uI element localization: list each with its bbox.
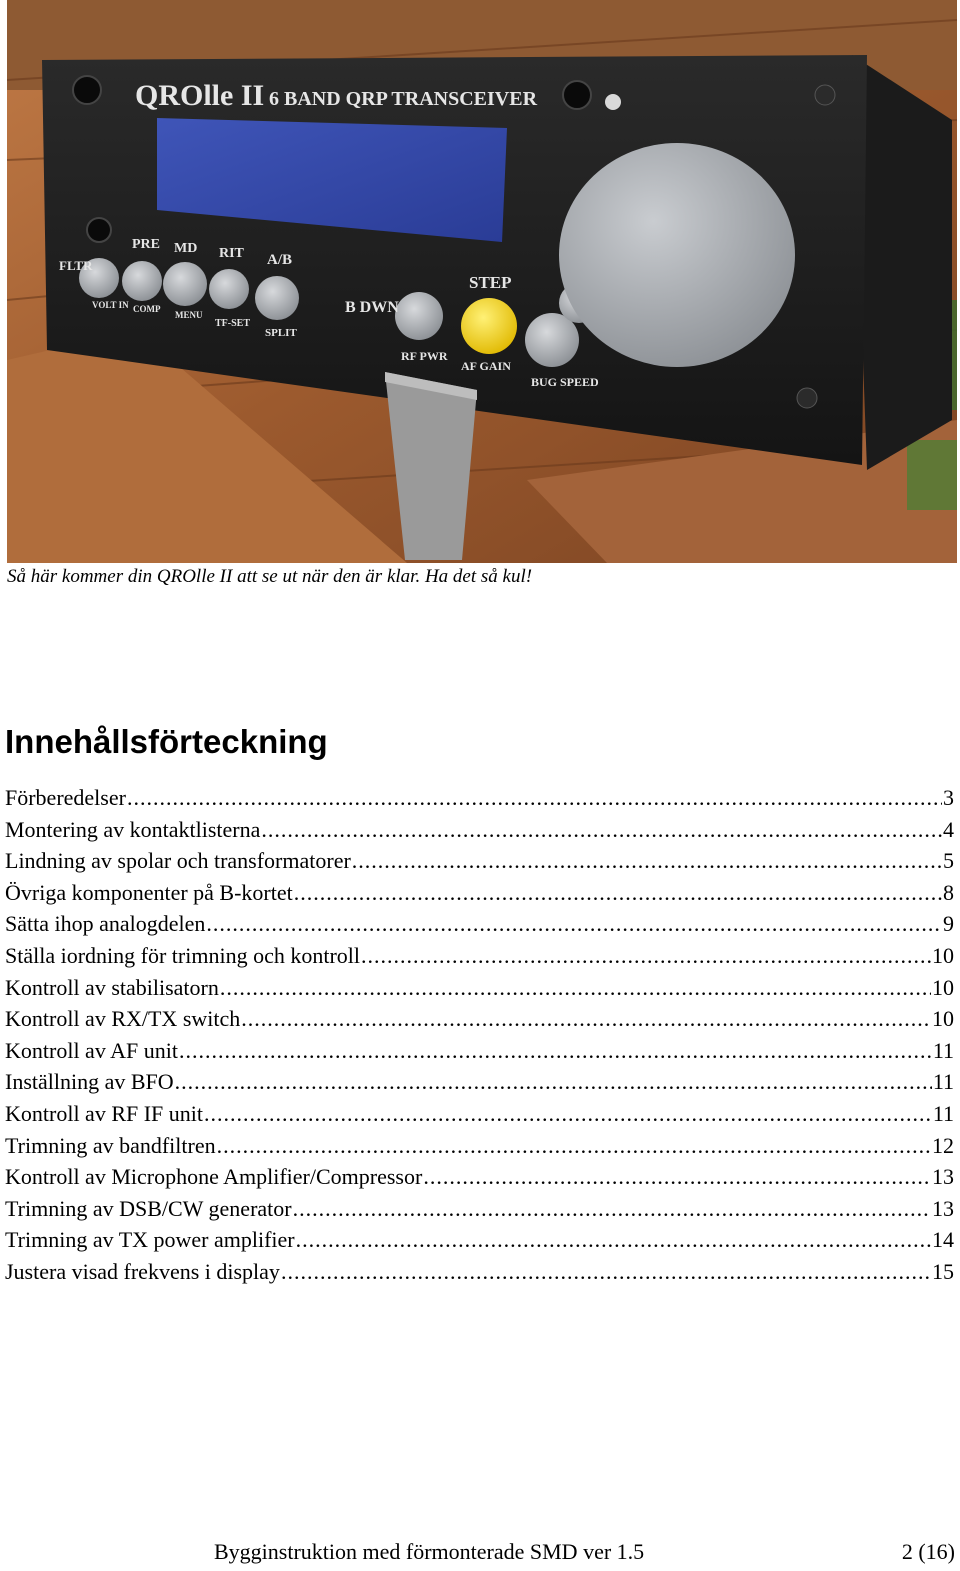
- label-volt-in: VOLT IN: [92, 300, 129, 310]
- toc-entry[interactable]: [5, 782, 954, 814]
- toc-entry-page: 10: [932, 974, 954, 1000]
- toc-dot-leader: [127, 782, 942, 814]
- label-menu: MENU: [175, 310, 203, 320]
- toc-entry-page: 13: [932, 1195, 954, 1221]
- label-rf-pwr: RF PWR: [401, 349, 448, 363]
- toc-dot-leader: [361, 940, 931, 972]
- toc-entry[interactable]: [5, 1035, 954, 1067]
- toc-entry[interactable]: [5, 814, 954, 846]
- toc-entry-page: 9: [943, 911, 954, 937]
- toc-entry-page: 14: [932, 1227, 954, 1253]
- toc-entry-title: Trimning av TX power amplifier: [5, 1227, 295, 1253]
- toc-entry-page: 5: [943, 848, 954, 874]
- toc-entry[interactable]: [5, 972, 954, 1004]
- toc-entry-title: Kontroll av stabilisatorn: [5, 974, 219, 1000]
- toc-dot-leader: [423, 1161, 931, 1193]
- toc-entry-title: Kontroll av Microphone Amplifier/Compressor: [5, 1164, 423, 1190]
- toc-entry[interactable]: [5, 1130, 954, 1162]
- toc-entry-title: Kontroll av RX/TX switch: [5, 1006, 241, 1032]
- toc-entry-title: Kontroll av AF unit: [5, 1037, 178, 1063]
- toc-dot-leader: [261, 814, 942, 846]
- toc-dot-leader: [175, 1066, 932, 1098]
- toc-entry-page: 3: [943, 785, 954, 810]
- toc-entry-title: Inställning av BFO: [5, 1069, 174, 1095]
- label-pre: PRE: [132, 237, 160, 252]
- label-split: SPLIT: [265, 327, 297, 339]
- toc-entry[interactable]: [5, 1224, 954, 1256]
- toc-entry-title: Trimning av bandfiltren: [5, 1132, 216, 1158]
- toc-dot-leader: [220, 972, 931, 1004]
- toc-entry-page: 4: [943, 816, 954, 842]
- toc-entry-page: 11: [932, 1069, 954, 1095]
- toc-dot-leader: [296, 1224, 931, 1256]
- label-bug-speed: BUG SPEED: [531, 375, 599, 389]
- brand-label: QROlle II: [135, 79, 265, 112]
- toc-entry[interactable]: [5, 877, 954, 909]
- table-of-contents: [5, 782, 954, 1288]
- toc-entry-title: Förberedelser: [5, 785, 126, 810]
- toc-entry[interactable]: [5, 1193, 954, 1225]
- toc-entry-title: Montering av kontaktlisterna: [5, 816, 261, 842]
- transceiver-photo: [7, 0, 957, 563]
- label-af-gain: AF GAIN: [461, 359, 511, 373]
- toc-dot-leader: [294, 877, 942, 909]
- label-fltr: FLTR: [59, 258, 93, 273]
- toc-entry[interactable]: [5, 1256, 954, 1288]
- toc-entry-title: Sätta ihop analogdelen: [5, 911, 206, 937]
- toc-dot-leader: [217, 1130, 931, 1162]
- toc-entry-page: 10: [932, 1006, 954, 1032]
- toc-entry-page: 13: [932, 1164, 954, 1190]
- toc-dot-leader: [179, 1035, 932, 1067]
- toc-entry-page: 10: [932, 942, 954, 968]
- label-rit: RIT: [219, 246, 244, 261]
- toc-dot-leader: [204, 1098, 932, 1130]
- toc-entry-page: 11: [932, 1100, 954, 1126]
- toc-entry-page: 12: [932, 1132, 954, 1158]
- toc-entry-title: Lindning av spolar och transformatorer: [5, 848, 351, 874]
- toc-dot-leader: [293, 1193, 931, 1225]
- model-label: 6 BAND QRP TRANSCEIVER: [269, 88, 538, 110]
- toc-entry-title: Justera visad frekvens i display: [5, 1258, 280, 1284]
- footer-title: Bygginstruktion med förmonterade SMD ver 1.5: [214, 1539, 645, 1564]
- label-comp: COMP: [133, 304, 161, 314]
- toc-entry[interactable]: [5, 1161, 954, 1193]
- toc-entry[interactable]: [5, 1098, 954, 1130]
- toc-entry[interactable]: [5, 908, 954, 940]
- footer-page-number: 2 (16): [901, 1539, 955, 1564]
- label-tf-set: TF-SET: [215, 318, 251, 329]
- toc-entry-title: Ställa iordning för trimning och kontroll: [5, 942, 361, 968]
- label-ab: A/B: [267, 252, 293, 268]
- toc-entry[interactable]: [5, 940, 954, 972]
- toc-title: Innehållsförteckning: [5, 723, 328, 760]
- label-md: MD: [174, 241, 198, 256]
- toc-entry-title: Trimning av DSB/CW generator: [5, 1195, 292, 1221]
- toc-entry[interactable]: [5, 1003, 954, 1035]
- label-b-dwn: B DWN: [345, 299, 399, 316]
- toc-entry-page: 15: [932, 1258, 954, 1284]
- toc-entry[interactable]: [5, 845, 954, 877]
- label-step: STEP: [469, 273, 512, 292]
- toc-entry-title: Övriga komponenter på B-kortet: [5, 879, 293, 905]
- toc-dot-leader: [281, 1256, 931, 1288]
- toc-entry[interactable]: [5, 1066, 954, 1098]
- toc-entry-page: 11: [932, 1037, 954, 1063]
- toc-dot-leader: [352, 845, 942, 877]
- toc-dot-leader: [206, 908, 942, 940]
- photo-caption: Så här kommer din QROlle II att se ut när den är klar. Ha det så kul!: [7, 566, 533, 587]
- toc-dot-leader: [241, 1003, 931, 1035]
- toc-entry-title: Kontroll av RF IF unit: [5, 1100, 204, 1126]
- toc-entry-page: 8: [943, 879, 954, 905]
